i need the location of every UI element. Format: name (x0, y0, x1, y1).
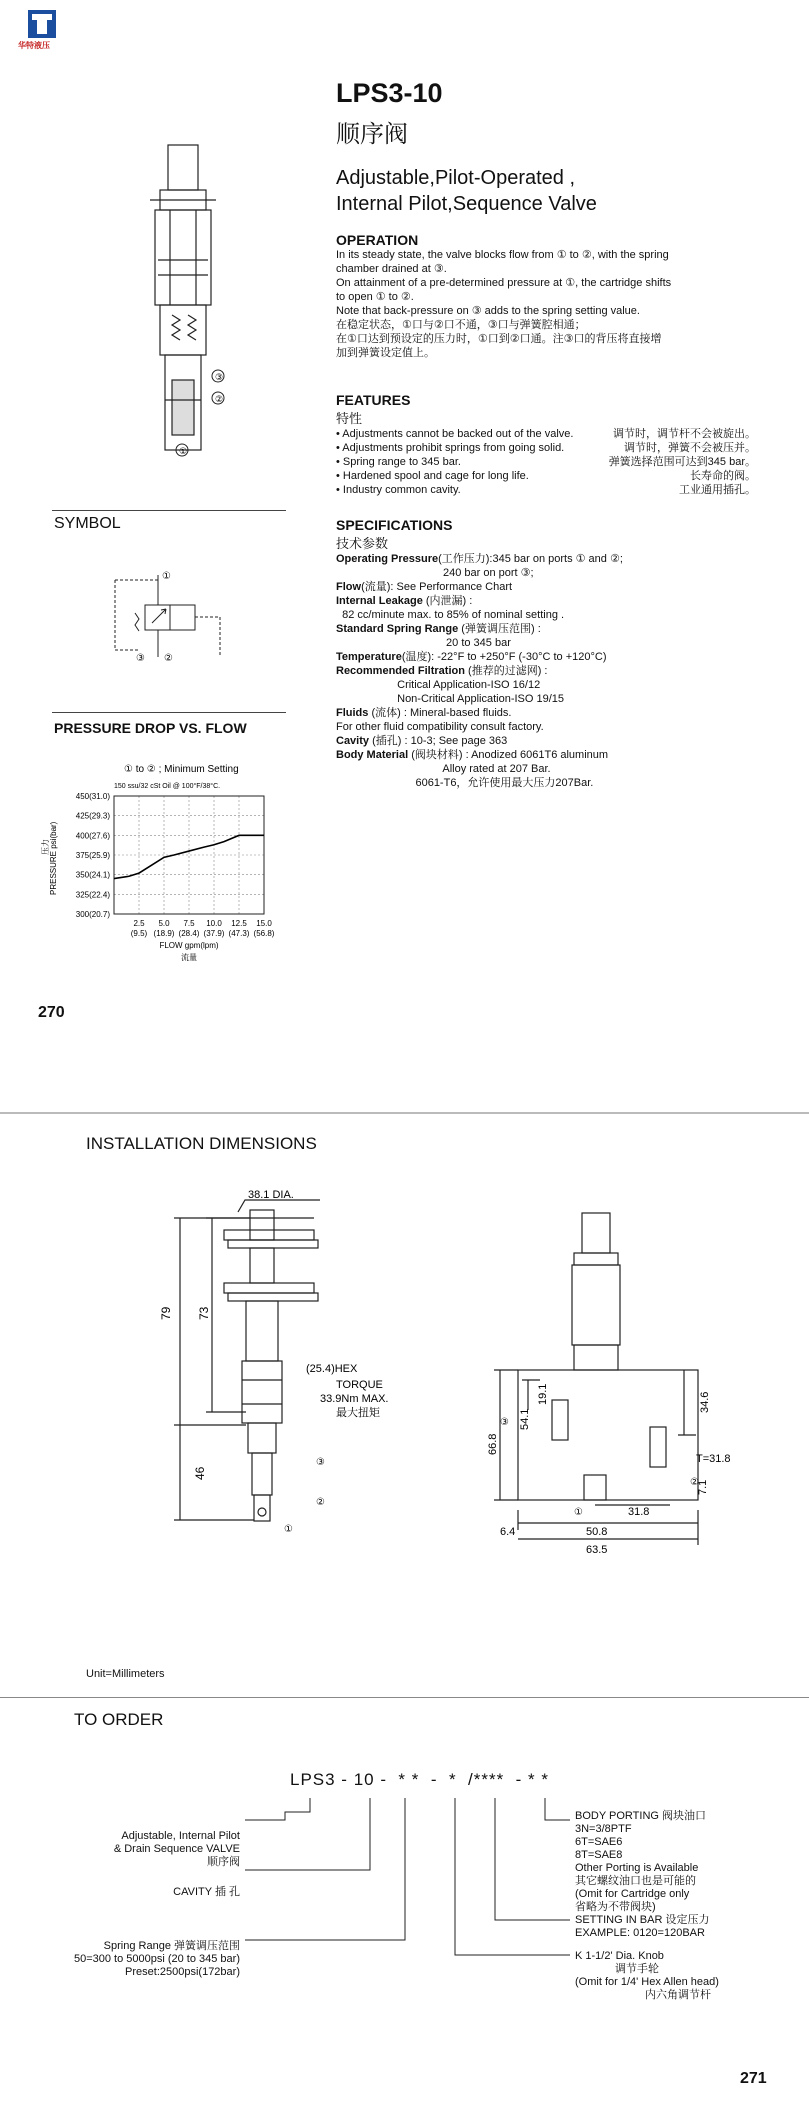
order-bp-line4: 8T=SAE8 (575, 1849, 623, 1861)
side-port-3: ③ (316, 1457, 325, 1468)
dim-73: 73 (197, 1306, 211, 1320)
operation-section (336, 232, 776, 360)
spec-label: Cavity (336, 735, 370, 747)
order-cavity: CAVITY 插 孔 (173, 1886, 240, 1898)
spec-value: Non-Critical Application-ISO 19/15 (336, 693, 565, 705)
chart-x-tick-sub: (9.5) (130, 929, 148, 938)
dim-46: 46 (193, 1466, 207, 1480)
operation-line: Note that back-pressure on ③ adds to the spring setting value. (336, 305, 640, 317)
feature-en: • Adjustments cannot be backed out of the valve. (336, 428, 574, 440)
dim-7-1: 7.1 (697, 1479, 709, 1495)
specifications-section (336, 517, 776, 790)
order-valve-line2: & Drain Sequence VALVE (113, 1843, 240, 1855)
spec-value: (插孔) : 10-3; See page 363 (369, 735, 508, 747)
feature-item (336, 455, 756, 469)
dim-50-8: 50.8 (586, 1526, 608, 1538)
features-list (336, 427, 756, 497)
spec-line (336, 776, 776, 790)
feature-en: • Industry common cavity. (336, 484, 461, 496)
drawing-port-2: ② (215, 394, 224, 404)
spec-line (336, 678, 776, 692)
installation-side-view (150, 1189, 389, 1570)
specifications-heading: SPECIFICATIONS (336, 517, 453, 533)
logo-text: 华特液压 (18, 41, 50, 50)
dim-t31-8: T=31.8 (696, 1453, 731, 1465)
feature-item (336, 469, 756, 483)
spec-value: Alloy rated at 207 Bar. (336, 763, 551, 775)
order-bp-line8: 省略为不带阀块) (575, 1901, 656, 1913)
features-heading: FEATURES (336, 392, 411, 408)
chart-x-tick: 7.5 (183, 919, 195, 928)
torque-value: 33.9Nm MAX. (320, 1393, 389, 1405)
chart-rule (52, 712, 286, 713)
feature-en: • Hardened spool and cage for long life. (336, 470, 529, 482)
order-body-porting (575, 1810, 775, 1914)
feature-cn: 调节时，弹簧不会被压并。 (624, 442, 756, 454)
spec-label: Flow (336, 581, 362, 593)
spec-line (336, 734, 776, 748)
spec-line (336, 706, 776, 720)
spec-label: Standard Spring Range (336, 623, 459, 635)
feature-item (336, 483, 756, 497)
chart-x-tick: 12.5 (231, 919, 247, 928)
spec-value: (推荐的过滤网) : (464, 665, 548, 677)
spec-line (336, 664, 776, 678)
installation-heading: INSTALLATION DIMENSIONS (86, 1134, 317, 1153)
side-port-2: ② (316, 1497, 325, 1508)
side-port-1: ① (284, 1524, 293, 1535)
dim-79: 79 (159, 1306, 173, 1320)
dim-hex: (25.4)HEX (306, 1363, 358, 1375)
operation-line: to open ① to ②. (336, 291, 414, 303)
drawing-port-3: ③ (215, 372, 224, 382)
feature-cn: 长寿命的阀。 (690, 470, 756, 482)
dim-63-5: 63.5 (586, 1544, 608, 1556)
body-port-1: ① (574, 1507, 583, 1518)
spec-label: Body Material (336, 749, 409, 761)
order-bp-line3: 6T=SAE6 (575, 1836, 623, 1848)
spec-line (336, 594, 776, 608)
spec-value: (温度): -22°F to +250°F (-30°C to +120°C) (401, 651, 607, 663)
features-section (336, 392, 756, 497)
page-number-left: 270 (38, 1004, 65, 1021)
spec-value: (工作压力):345 bar on ports ① and ②; (438, 553, 623, 565)
pressure-chart-heading: PRESSURE DROP VS. FLOW (54, 720, 247, 736)
chart-y-tick: 375(25.9) (75, 851, 110, 860)
chart-ylabel: PRESSURE psi(bar) (49, 821, 58, 895)
order-k-line4: 内六角调节杆 (645, 1989, 711, 2001)
installation-body-view (460, 1205, 740, 1585)
order-k-line1: K 1-1/2' Dia. Knob (575, 1950, 664, 1962)
subtitle-line-1: Adjustable,Pilot-Operated , (336, 167, 576, 189)
spec-line (336, 636, 776, 650)
order-valve-desc (60, 1830, 240, 1869)
chart-x-tick-sub: (18.9) (153, 929, 175, 938)
torque-cn: 最大扭矩 (336, 1407, 380, 1419)
spec-value: 6061-T6，允许使用最大压力207Bar. (336, 777, 594, 789)
dim-31-8: 31.8 (628, 1506, 650, 1518)
order-separator (0, 1697, 809, 1698)
spec-line (336, 720, 776, 734)
operation-line: 加到弹簧设定值上。 (336, 347, 435, 359)
chart-x-tick-sub: (56.8) (253, 929, 275, 938)
chart-x-tick: 5.0 (158, 919, 170, 928)
symbol-port-2: ② (164, 653, 173, 664)
operation-text (336, 248, 776, 360)
spec-value: (弹簧调压范围) : (458, 623, 541, 635)
operation-heading: OPERATION (336, 232, 419, 248)
feature-en: • Adjustments prohibit springs from going solid. (336, 442, 565, 454)
feature-item (336, 441, 756, 455)
logo-mark (28, 10, 56, 38)
order-bp-line2: 3N=3/8PTF (575, 1823, 632, 1835)
specifications-heading-cn: 技术参数 (336, 536, 389, 551)
order-bp-line7: (Omit for Cartridge only (575, 1888, 690, 1900)
page-separator (0, 1112, 809, 1114)
chart-y-tick: 325(22.4) (75, 890, 110, 900)
unit-note: Unit=Millimeters (86, 1668, 165, 1680)
feature-cn: 工业通用插孔。 (679, 484, 756, 496)
feature-item (336, 427, 756, 441)
product-name-cn: 顺序阀 (336, 121, 408, 148)
spec-label: Fluids (336, 707, 369, 719)
spec-value: (流量): See Performance Chart (361, 581, 513, 593)
drawing-port-1: ① (179, 446, 188, 456)
dim-66-8: 66.8 (487, 1433, 499, 1455)
spec-value: (阀块材料) : Anodized 6061T6 aluminum (408, 749, 609, 761)
order-setting (575, 1914, 775, 1940)
hydraulic-symbol (110, 565, 230, 665)
order-valve-line3: 顺序阀 (207, 1856, 240, 1868)
spec-label: Operating Pressure (336, 553, 439, 565)
page-number-right: 271 (740, 2070, 767, 2087)
spec-value: Critical Application-ISO 16/12 (336, 679, 541, 691)
chart-xlabel-cn: 流量 (181, 953, 197, 962)
spec-value: 240 bar on port ③; (336, 567, 534, 579)
chart-title: ① to ② ; Minimum Setting (124, 764, 239, 775)
company-logo (18, 10, 74, 60)
body-port-3: ③ (500, 1417, 509, 1428)
spec-line (336, 580, 776, 594)
spec-line (336, 748, 776, 762)
dim-54-1: 54.1 (519, 1408, 531, 1430)
spec-line (336, 608, 776, 622)
chart-y-tick: 450(31.0) (75, 792, 110, 801)
body-port-2: ② (690, 1477, 699, 1488)
chart-x-tick: 15.0 (256, 919, 272, 928)
order-knob (575, 1950, 795, 2002)
spec-line (336, 566, 776, 580)
order-sr-line3: Preset:2500psi(172bar) (125, 1966, 240, 1978)
order-k-line3: (Omit for 1/4' Hex Allen head) (575, 1976, 719, 1988)
operation-line: chamber drained at ③. (336, 263, 447, 275)
feature-cn: 调节时，调节杆不会被旋出。 (613, 428, 756, 440)
operation-line: On attainment of a pre-determined pressure at ①, the cartridge shifts (336, 277, 672, 289)
order-sr-line2: 50=300 to 5000psi (20 to 345 bar) (73, 1953, 240, 1965)
chart-y-tick: 350(24.1) (75, 870, 110, 880)
operation-line: In its steady state, the valve blocks flow from ① to ②, with the spring (336, 249, 669, 261)
chart-subtitle: 150 ssu/32 cSt Oil @ 100°F/38°C. (114, 783, 221, 790)
dim-34-6: 34.6 (699, 1391, 711, 1413)
order-valve-line1: Adjustable, Internal Pilot (121, 1830, 240, 1842)
subtitle-line-2: Internal Pilot,Sequence Valve (336, 193, 597, 215)
chart-x-tick-sub: (28.4) (178, 929, 200, 938)
order-bp-line6: 其它螺纹油口也是可能的 (575, 1875, 696, 1887)
spec-line (336, 692, 776, 706)
chart-x-tick: 10.0 (206, 919, 222, 928)
operation-line: 在稳定状态，①口与②口不通，③口与弹簧腔相通； (336, 319, 586, 331)
spec-line (336, 622, 776, 636)
order-code: LPS3 - 10 - * * - * /**** - * * (290, 1770, 549, 1789)
order-heading: TO ORDER (74, 1710, 164, 1729)
order-bp-line1: BODY PORTING 阀块油口 (575, 1810, 707, 1822)
spec-line (336, 552, 776, 566)
spec-line (336, 650, 776, 664)
spec-value: For other fluid compatibility consult factory. (336, 721, 544, 733)
order-st-line1: SETTING IN BAR 设定压力 (575, 1914, 710, 1926)
chart-x-tick-sub: (47.3) (228, 929, 250, 938)
feature-cn: 弹簧选择范围可达到345 bar。 (608, 456, 756, 468)
valve-cutaway-drawing (120, 140, 250, 460)
operation-line: 在①口达到预设定的压力时，①口到②口通。注③口的背压将直接增 (336, 333, 662, 345)
order-k-line2: 调节手轮 (615, 1963, 659, 1975)
symbol-rule (52, 510, 286, 511)
spec-label: Recommended Filtration (336, 665, 465, 677)
chart-x-tick-sub: (37.9) (203, 929, 225, 938)
order-bp-line5: Other Porting is Available (575, 1862, 699, 1874)
symbol-heading: SYMBOL (54, 515, 121, 532)
chart-x-tick: 2.5 (133, 919, 145, 928)
spec-value: 20 to 345 bar (336, 637, 511, 649)
torque-label: TORQUE (336, 1379, 383, 1391)
features-heading-cn: 特性 (336, 411, 363, 426)
spec-value: (流体) : Mineral-based fluids. (368, 707, 512, 719)
order-st-line2: EXAMPLE: 0120=120BAR (575, 1927, 705, 1939)
dim-19-1: 19.1 (537, 1383, 549, 1405)
feature-en: • Spring range to 345 bar. (336, 456, 461, 468)
chart-ylabel-cn: 压力 (41, 839, 50, 855)
symbol-port-1: ① (162, 571, 171, 582)
chart-y-tick: 300(20.7) (75, 910, 110, 919)
chart-y-tick: 425(29.3) (75, 811, 110, 821)
pressure-drop-chart (41, 760, 294, 990)
spec-value: (内泄漏) : (422, 595, 473, 607)
spec-label: Temperature (336, 651, 402, 663)
chart-y-tick: 400(27.6) (75, 831, 110, 841)
specifications-list (336, 552, 776, 790)
dim-6-4: 6.4 (500, 1526, 516, 1538)
product-code: LPS3-10 (336, 78, 443, 108)
symbol-port-3: ③ (136, 653, 145, 664)
spec-value: 82 cc/minute max. to 85% of nominal setting . (336, 609, 565, 621)
product-subtitle (336, 165, 597, 217)
order-spring-range (30, 1940, 240, 1979)
chart-xlabel: FLOW gpm(lpm) (159, 941, 219, 950)
spec-label: Internal Leakage (336, 595, 423, 607)
spec-line (336, 762, 776, 776)
order-sr-line1: Spring Range 弹簧调压范围 (103, 1940, 240, 1952)
dim-dia: 38.1 DIA. (248, 1189, 294, 1201)
